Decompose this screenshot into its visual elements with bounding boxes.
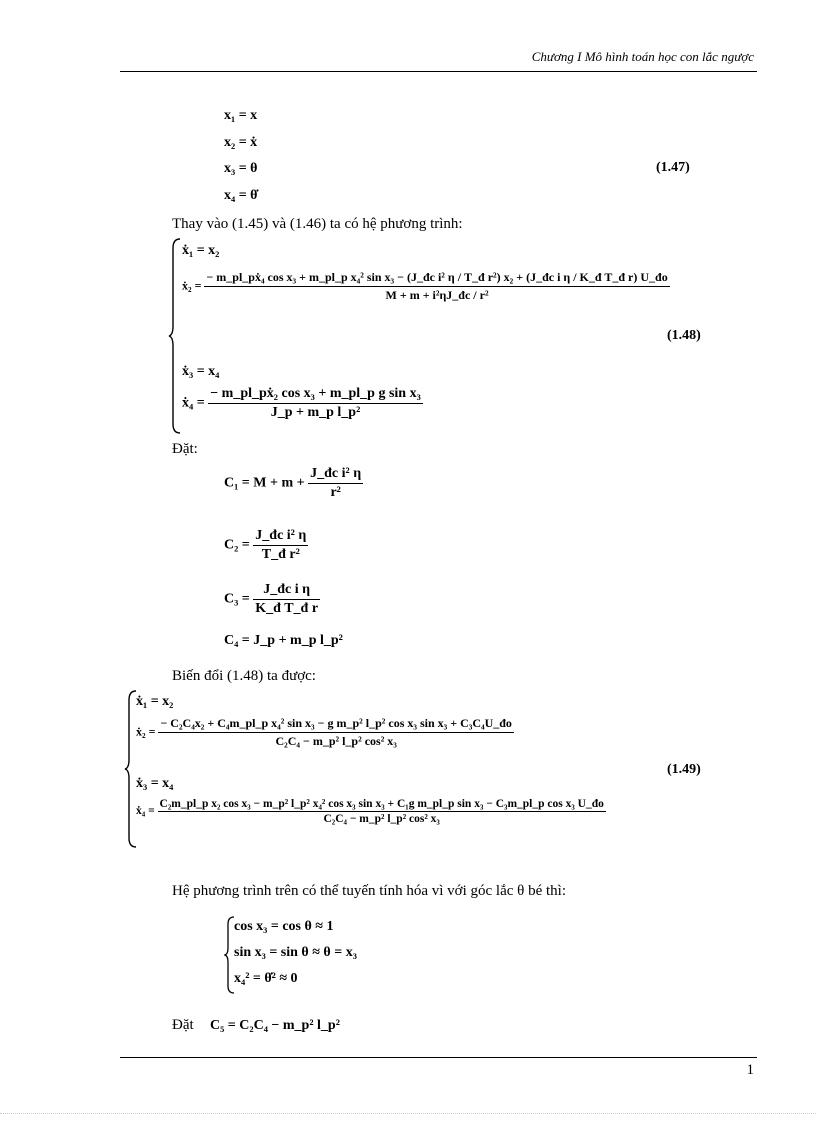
eq148-x2-lhs: ẋ₂ = (182, 278, 202, 293)
eq148-x4-lhs: ẋ₄ = (182, 395, 205, 411)
eq148-line-1: ẋ₁ = x₂ (182, 243, 220, 258)
eq148-x4-numerator: − m_pl_pẋ₂ cos x₃ + m_pl_p g sin x₃ (208, 386, 423, 404)
c2-numerator: J_đc i² η (253, 528, 308, 546)
eq149-x2-fraction (158, 716, 514, 749)
c3-lhs: C₃ = (224, 591, 250, 607)
eq149-x4-numerator: C₂m_pl_p x₂ cos x₃ − m_p² l_p² x₄² cos x₃ sin x₃ + C₁g m_pl_p sin x₃ − C₃m_pl_p cos x₃ U_đo (159, 798, 604, 810)
eq147-line-2: x₂ = ẋ (224, 135, 258, 150)
eq148-x4-denominator: J_p + m_p l_p² (270, 405, 361, 420)
eq147-line-3: x₃ = θ (224, 161, 258, 176)
const-c3 (224, 582, 320, 617)
eq149-line-4 (136, 798, 606, 825)
eq147-line-4: x₄ = θ̇ (224, 188, 258, 203)
eq148-x2-fraction (204, 270, 669, 303)
c1-lhs: C₁ = M + m + (224, 475, 305, 491)
eq149-x2-lhs: ẋ₂ = (136, 724, 156, 739)
paragraph-transform: Biến đổi (1.48) ta được: (172, 668, 316, 684)
eq149-x4-lhs: ẋ₄ = (136, 805, 155, 818)
eq149-x2-numerator: − C₂C₄x₂ + C₄m_pl_p x₄² sin x₃ − g m_p² l_p² cos x₃ sin x₃ + C₃C₄U_đo (158, 716, 514, 733)
c1-denominator: r² (330, 485, 341, 500)
lin-cos: cos x₃ = cos θ ≈ 1 (234, 919, 334, 934)
c1-fraction (308, 466, 363, 501)
eq148-number: (1.48) (667, 328, 701, 343)
c3-denominator: K_đ T_đ r (255, 601, 319, 616)
header-rule (120, 71, 757, 72)
page-number: 1 (746, 1062, 754, 1078)
const-c5: C₅ = C₂C₄ − m_p² l_p² (210, 1018, 340, 1033)
eq148-x2-numerator: − m_pl_pẋ₄ cos x₃ + m_pl_p x₄² sin x₃ − (J_đc i² η / T_đ r²) x₂ + (J_đc i η / K_đ T_đ r) U_đo (204, 270, 669, 287)
paragraph-dat: Đặt: (172, 441, 198, 457)
const-c2 (224, 528, 308, 563)
page-edge-divider (0, 1113, 816, 1114)
const-c1 (224, 466, 363, 501)
c3-numerator: J_đc i η (253, 582, 320, 600)
eq149-x2-denominator: C₂C₄ − m_p² l_p² cos² x₃ (275, 734, 397, 748)
paragraph-dat-c5: Đặt (172, 1017, 194, 1033)
left-brace-icon (168, 238, 182, 434)
eq149-line-3: ẋ₃ = x₄ (136, 776, 174, 791)
c3-fraction (253, 582, 320, 617)
paragraph-linearize: Hệ phương trình trên có thể tuyến tính hóa vì với góc lắc θ bé thì: (172, 883, 567, 899)
eq148-line-2 (182, 270, 670, 303)
eq149-x4-denominator: C₂C₄ − m_p² l_p² cos² x₃ (323, 813, 440, 825)
eq147-line-1: x₁ = x (224, 108, 258, 123)
footer-rule (120, 1057, 757, 1058)
lin-x4sq: x₄² = θ̇² ≈ 0 (234, 971, 298, 986)
const-c4: C₄ = J_p + m_p l_p² (224, 633, 343, 648)
eq148-line-4 (182, 386, 423, 421)
eq149-number: (1.49) (667, 762, 701, 777)
eq148-x2-denominator: M + m + i²ηJ_đc / r² (385, 288, 489, 302)
c1-numerator: J_đc i² η (308, 466, 363, 484)
eq149-line-1: ẋ₁ = x₂ (136, 694, 174, 709)
c2-lhs: C₂ = (224, 537, 250, 553)
running-header: Chương I Mô hình toán học con lắc ngược (531, 49, 754, 64)
c2-fraction (253, 528, 308, 563)
eq148-line-3: ẋ₃ = x₄ (182, 364, 220, 379)
eq149-x4-fraction (158, 798, 606, 825)
eq149-line-2 (136, 716, 514, 749)
paragraph-substitution: Thay vào (1.45) và (1.46) ta có hệ phương trình: (172, 216, 463, 232)
eq148-x4-fraction (208, 386, 423, 421)
eq147-number: (1.47) (656, 160, 690, 175)
lin-sin: sin x₃ = sin θ ≈ θ = x₃ (234, 945, 357, 960)
c2-denominator: T_đ r² (261, 547, 300, 562)
